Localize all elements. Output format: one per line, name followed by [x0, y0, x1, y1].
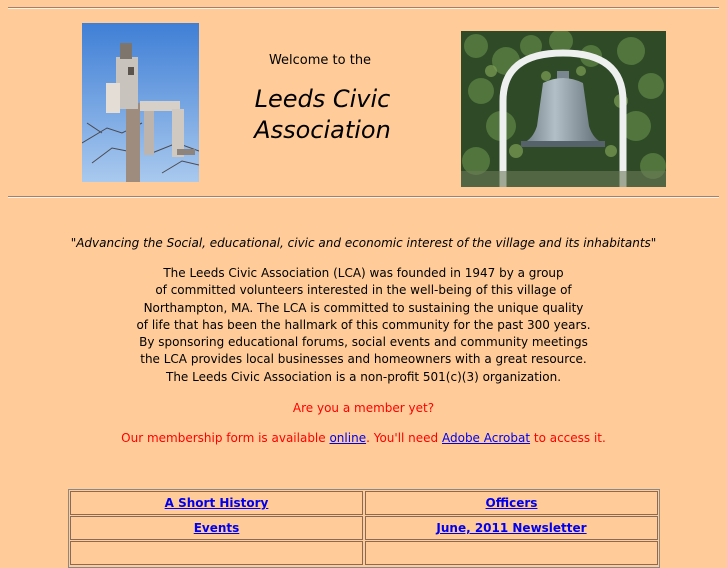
- nav-table: [68, 489, 660, 568]
- about-line: Northampton, MA. The LCA is committed to sustaining the unique quality: [143, 300, 584, 315]
- officers-link[interactable]: Officers: [485, 496, 538, 510]
- about-line: of committed volunteers interested in the well-being of this village of: [155, 283, 572, 298]
- sculpture-photo: [82, 23, 199, 182]
- about-line: By sponsoring educational forums, social events and community meetings: [139, 335, 588, 350]
- nav-row: [70, 516, 658, 540]
- about-line: of life that has been the hallmark of this community for the past 300 years.: [136, 317, 591, 332]
- membership-form-text: [0, 431, 727, 445]
- welcome-text: Welcome to the: [268, 53, 372, 68]
- header-divider: [8, 196, 719, 198]
- form-text-prefix: Our membership form is available: [121, 431, 330, 445]
- about-line: The Leeds Civic Association is a non-profit 501(c)(3) organization.: [165, 369, 562, 384]
- about-text: [0, 265, 727, 386]
- bell-photo: [461, 31, 666, 187]
- title-line-2: Association: [254, 116, 391, 144]
- top-divider: [8, 7, 719, 9]
- online-form-link[interactable]: online: [329, 431, 367, 445]
- events-link[interactable]: Events: [193, 521, 240, 535]
- nav-row: [70, 491, 658, 515]
- adobe-acrobat-link[interactable]: Adobe Acrobat: [441, 431, 531, 445]
- motto: "Advancing the Social, educational, civic and economic interest of the village and its inhabitants": [70, 236, 657, 250]
- form-text-suffix: to access it.: [530, 431, 606, 445]
- nav-cell-officers: [365, 491, 658, 515]
- form-text-middle: . You'll need: [366, 431, 442, 445]
- nav-cell-events: [70, 516, 363, 540]
- short-history-link[interactable]: A Short History: [164, 496, 269, 510]
- member-question: Are you a member yet?: [292, 401, 435, 415]
- about-line: The Leeds Civic Association (LCA) was founded in 1947 by a group: [163, 266, 564, 280]
- title-line-1: Leeds Civic: [254, 85, 391, 113]
- about-line: the LCA provides local businesses and homeowners with a great resource.: [140, 352, 587, 367]
- nav-cell-newsletter: [365, 516, 658, 540]
- page-title: [200, 84, 445, 146]
- nav-cell-history: [70, 491, 363, 515]
- newsletter-link[interactable]: June, 2011 Newsletter: [436, 521, 587, 535]
